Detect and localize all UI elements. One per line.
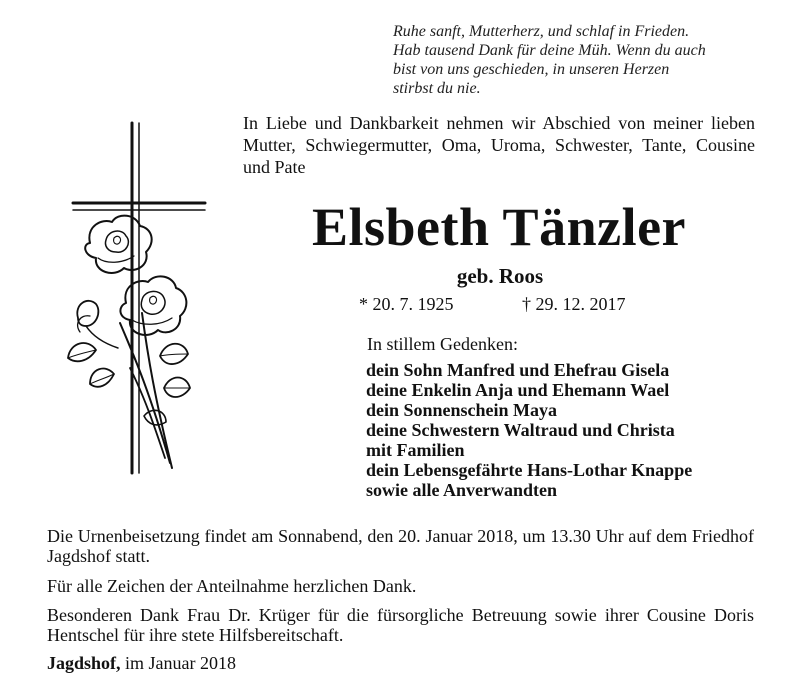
poem-line: stirbst du nie. xyxy=(393,80,481,97)
notice-date: im Januar 2018 xyxy=(125,653,237,673)
place-date xyxy=(47,653,236,673)
mourner-line: mit Familien xyxy=(366,440,465,460)
poem-line: Hab tausend Dank für deine Müh. Wenn du auch xyxy=(393,42,706,59)
cross-with-roses-icon xyxy=(60,118,210,478)
intro-text: In Liebe und Dankbarkeit nehmen wir Abschied von meiner lieben Mutter, Schwiegermutter, Oma, Uroma, Schwester, Tante, Cousine und Pate xyxy=(243,113,755,177)
thanks-text: Für alle Zeichen der Anteilnahme herzlichen Dank. xyxy=(47,576,417,596)
deceased-name: Elsbeth Tänzler xyxy=(311,197,687,257)
birth-date: * 20. 7. 1925 xyxy=(359,294,454,314)
mourner-line: deine Schwestern Waltraud und Christa xyxy=(366,420,675,440)
mourners-list xyxy=(366,360,692,500)
special-thanks-text: Besonderen Dank Frau Dr. Krüger für die fürsorgliche Betreuung sowie ihrer Cousine Doris Hentschel für ihre stete Hilfsbereitschaft. xyxy=(47,605,754,645)
mourner-line: sowie alle Anverwandten xyxy=(366,480,557,500)
mourner-line: dein Sonnenschein Maya xyxy=(366,400,558,420)
funeral-notice: Die Urnenbeisetzung findet am Sonnabend, den 20. Januar 2018, um 13.30 Uhr auf dem Friedhof Jagdshof statt. xyxy=(47,526,754,566)
mourning-intro: In stillem Gedenken: xyxy=(367,334,518,354)
maiden-name: geb. Roos xyxy=(456,264,544,288)
poem-line: bist von uns geschieden, in unseren Herzen xyxy=(393,61,670,78)
poem-line: Ruhe sanft, Mutterherz, und schlaf in Frieden. xyxy=(393,23,690,40)
mourner-line: deine Enkelin Anja und Ehemann Wael xyxy=(366,380,670,400)
mourner-line: dein Lebensgefährte Hans-Lothar Knappe xyxy=(366,460,693,480)
death-date: † 29. 12. 2017 xyxy=(522,294,626,314)
poem xyxy=(393,22,773,98)
mourner-line: dein Sohn Manfred und Ehefrau Gisela xyxy=(366,360,670,380)
place-name: Jagdshof, xyxy=(47,653,121,673)
